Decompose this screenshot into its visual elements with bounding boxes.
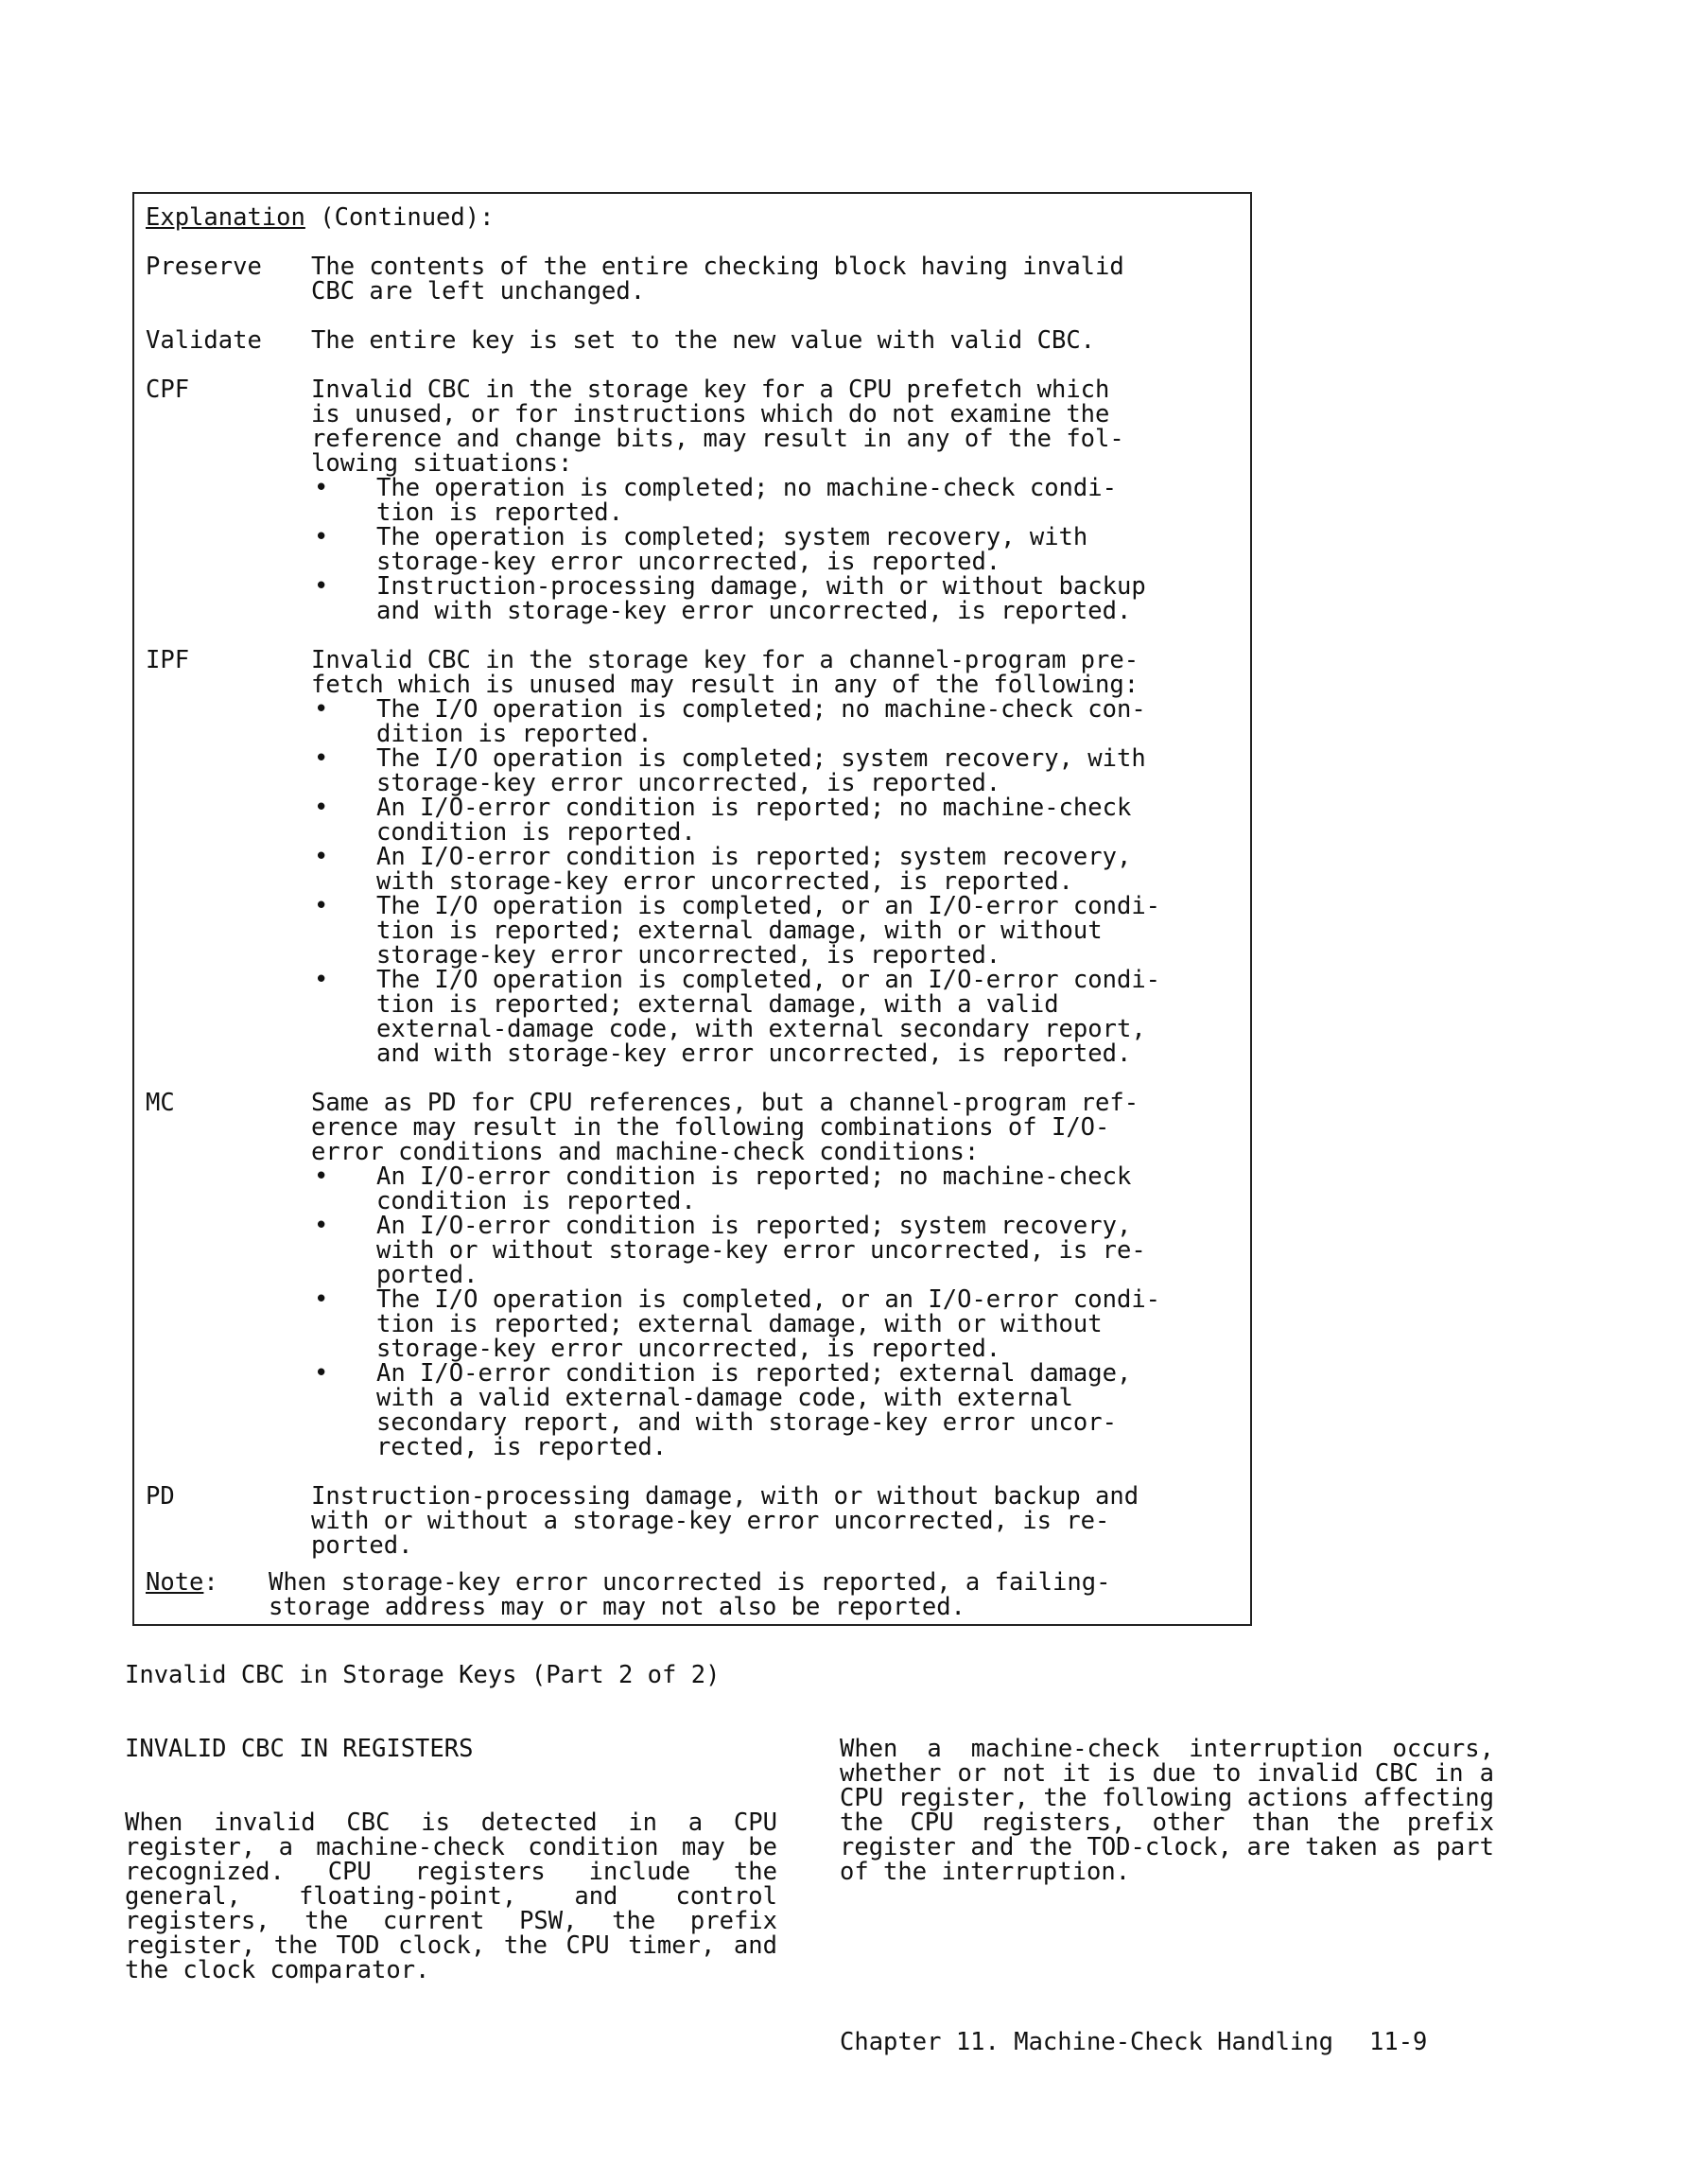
bullet-line: • The operation is completed; no machine-check condi-: [376, 474, 1117, 502]
entry-term: Validate: [146, 326, 262, 355]
note-colon: :: [203, 1568, 218, 1597]
bullet-item: [311, 476, 1238, 525]
box-header: [146, 205, 494, 230]
bullet-line: • An I/O-error condition is reported; system recovery,: [376, 843, 1132, 871]
bullet-item: [311, 525, 1238, 574]
bullet-line: • The I/O operation is completed, or an I/O-error condi-: [376, 966, 1161, 994]
description-line: The entire key is set to the new value with valid CBC.: [311, 326, 1096, 355]
continued-label: (Continued):: [304, 203, 495, 232]
description-line: with or without a storage-key error uncorrected, is re-: [311, 1507, 1110, 1535]
description-line: erence may result in the following combinations of I/O-: [311, 1113, 1110, 1142]
bullet-line: with a valid external-damage code, with external: [376, 1384, 1073, 1412]
right-column: [840, 1737, 1494, 1884]
bullet-line: ported.: [376, 1261, 478, 1289]
bullet-item: [311, 1361, 1238, 1459]
description-line: Invalid CBC in the storage key for a CPU prefetch which: [311, 376, 1110, 404]
entry-term: CPF: [146, 376, 190, 404]
entry-term: IPF: [146, 646, 190, 674]
bullet-line: storage-key error uncorrected, is reported.: [376, 1335, 1001, 1363]
bullet-item: [311, 746, 1238, 795]
right-paragraph: When a machine-check interruption occurs, whether or not it is due to invalid CBC in a CPU register, the following actions affecting the CPU registers, other than the prefix register and the TOD-clock, are taken as part of the interruption.: [840, 1735, 1494, 1886]
bullet-list: [311, 697, 1238, 1066]
bullet-item: [311, 1214, 1238, 1287]
bullet-line: • The I/O operation is completed; system recovery, with: [376, 744, 1146, 773]
bullet-line: storage-key error uncorrected, is reported.: [376, 548, 1001, 576]
bullet-line: and with storage-key error uncorrected, is reported.: [376, 1040, 1132, 1068]
left-paragraph: When invalid CBC is detected in a CPU register, a machine-check condition may be recognized. CPU registers include the general, floating-point, and control registers, the current PSW, the prefix register, the TOD clock, the CPU timer, and the clock comparator.: [125, 1808, 777, 1984]
left-column: [125, 1737, 777, 1983]
bullet-line: dition is reported.: [376, 720, 652, 748]
entry-description: [311, 648, 1238, 1066]
bullet-line: tion is reported; external damage, with or without: [376, 917, 1103, 945]
description-line: lowing situations:: [311, 449, 573, 478]
note-label: [146, 1570, 218, 1595]
chapter-title: Chapter 11. Machine-Check Handling: [840, 2028, 1333, 2056]
bullet-item: [311, 697, 1238, 746]
explanation-label: Explanation: [146, 203, 305, 232]
description-line: The contents of the entire checking block having invalid: [311, 253, 1124, 281]
bullet-line: rected, is reported.: [376, 1433, 668, 1461]
bullet-line: • An I/O-error condition is reported; external damage,: [376, 1359, 1132, 1388]
bullet-line: with or without storage-key error uncorrected, is re-: [376, 1236, 1146, 1265]
bullet-item: [311, 845, 1238, 894]
bullet-line: with storage-key error uncorrected, is reported.: [376, 867, 1073, 896]
bullet-line: and with storage-key error uncorrected, is reported.: [376, 597, 1132, 625]
bullet-line: external-damage code, with external secondary report,: [376, 1015, 1146, 1043]
bullet-item: [311, 894, 1238, 968]
description-line: CBC are left unchanged.: [311, 277, 646, 306]
entry-term: MC: [146, 1089, 175, 1117]
bullet-list: [311, 476, 1238, 623]
bullet-line: storage-key error uncorrected, is reported.: [376, 769, 1001, 797]
note-line: When storage-key error uncorrected is reported, a failing-: [269, 1568, 1111, 1597]
bullet-line: • An I/O-error condition is reported; system recovery,: [376, 1212, 1132, 1240]
entry-description: [311, 328, 1238, 353]
description-line: is unused, or for instructions which do not examine the: [311, 400, 1110, 428]
entry-description: [311, 377, 1238, 623]
bullet-line: • The I/O operation is completed, or an I/O-error condi-: [376, 892, 1161, 920]
page-footer: [840, 2030, 1427, 2054]
note-word: Note: [146, 1568, 204, 1597]
bullet-line: • An I/O-error condition is reported; no machine-check: [376, 1162, 1132, 1191]
bullet-item: [311, 1164, 1238, 1214]
entry-description: [311, 1091, 1238, 1459]
bullet-line: secondary report, and with storage-key error uncor-: [376, 1408, 1117, 1437]
bullet-line: • The operation is completed; system recovery, with: [376, 523, 1088, 551]
section-heading: INVALID CBC IN REGISTERS: [125, 1735, 474, 1763]
bullet-line: tion is reported; external damage, with or without: [376, 1310, 1103, 1338]
bullet-list: [311, 1164, 1238, 1459]
bullet-line: condition is reported.: [376, 818, 696, 847]
bullet-item: [311, 574, 1238, 623]
description-line: ported.: [311, 1531, 413, 1560]
description-line: error conditions and machine-check conditions:: [311, 1138, 980, 1166]
bullet-line: • An I/O-error condition is reported; no machine-check: [376, 794, 1132, 822]
bullet-line: tion is reported.: [376, 498, 623, 527]
entry-term: Preserve: [146, 253, 262, 281]
description-line: reference and change bits, may result in any of the fol-: [311, 425, 1124, 453]
bullet-line: storage-key error uncorrected, is reported.: [376, 941, 1001, 970]
bullet-item: [311, 968, 1238, 1066]
bullet-item: [311, 795, 1238, 845]
note-line: storage address may or may not also be reported.: [269, 1593, 965, 1621]
storage-key-table-box: [132, 192, 1252, 1626]
entry-term: PD: [146, 1482, 175, 1511]
bullet-line: • Instruction-processing damage, with or without backup: [376, 572, 1146, 601]
bullet-line: tion is reported; external damage, with a valid: [376, 990, 1059, 1019]
description-line: Same as PD for CPU references, but a channel-program ref-: [311, 1089, 1139, 1117]
bullet-line: • The I/O operation is completed, or an I/O-error condi-: [376, 1285, 1161, 1314]
table-caption: Invalid CBC in Storage Keys (Part 2 of 2): [125, 1661, 721, 1689]
description-line: Instruction-processing damage, with or without backup and: [311, 1482, 1139, 1511]
page-number: 11-9: [1368, 2028, 1428, 2056]
bullet-line: • The I/O operation is completed; no machine-check con-: [376, 695, 1146, 724]
entry-description: [311, 254, 1238, 304]
bullet-item: [311, 1287, 1238, 1361]
bullet-line: condition is reported.: [376, 1187, 696, 1215]
description-line: Invalid CBC in the storage key for a channel-program pre-: [311, 646, 1139, 674]
note-text: [269, 1570, 1233, 1619]
entry-description: [311, 1484, 1238, 1558]
description-line: fetch which is unused may result in any of the following:: [311, 671, 1139, 699]
